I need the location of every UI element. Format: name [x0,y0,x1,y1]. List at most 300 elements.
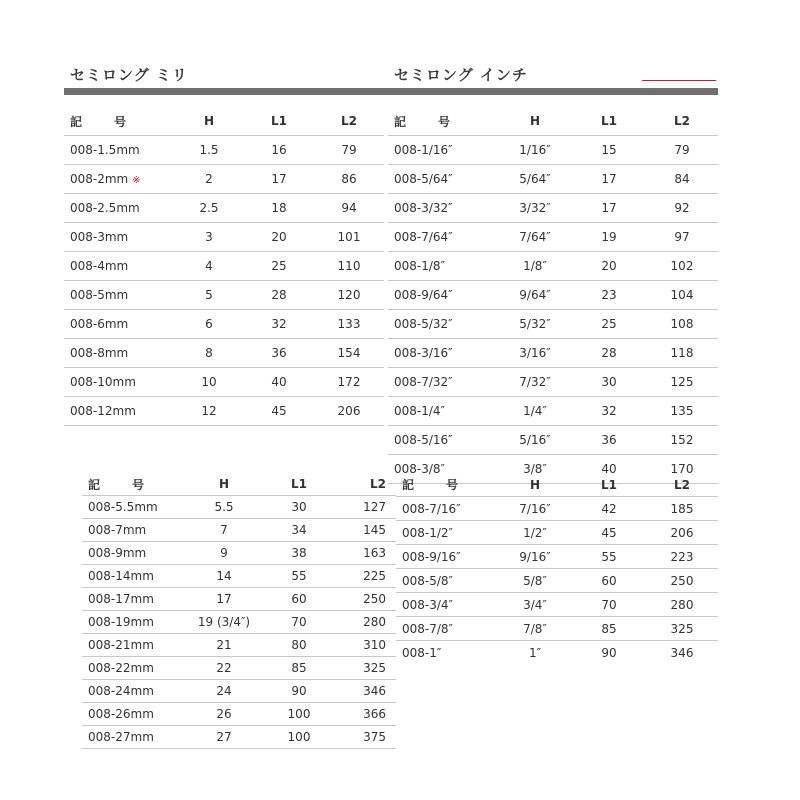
l2-cell [646,545,718,569]
product-code-cell [388,310,498,339]
h-cell [174,165,244,194]
l2-cell [646,368,718,397]
l1-cell [264,634,334,657]
h-cell [498,136,572,165]
l1-cell [572,281,646,310]
l2-cell [314,310,384,339]
table-row [82,680,396,703]
l1-cell-text: 100 [287,730,311,744]
h-cell [498,497,572,521]
h-cell-text: 7/8″ [523,621,547,636]
table-row [388,223,718,252]
h-cell [498,617,572,641]
h-cell-text: 3/8″ [523,462,547,476]
l2-cell-text: 97 [674,230,690,244]
h-cell [498,252,572,281]
l2-cell-text: 84 [674,172,690,186]
table-row [388,397,718,426]
table-row [64,223,384,252]
product-code-cell-text: 008-9/16″ [402,549,461,564]
table-row [82,634,396,657]
product-code-cell-text: 008-7mm [88,523,147,537]
product-code-cell [82,634,184,657]
h-cell-text: 14 [216,569,232,583]
l2-cell [646,310,718,339]
l2-cell [646,223,718,252]
h-cell [174,252,244,281]
product-code-cell-text: 008-1/16″ [394,143,453,157]
l1-cell-text: 28 [601,346,617,360]
table-row [64,339,384,368]
l1-cell [244,136,314,165]
l2-cell-text: 250 [363,592,386,606]
table-row [388,339,718,368]
product-code-cell [64,194,174,223]
l2-cell-text: 185 [670,501,694,516]
l1-cell [264,519,334,542]
l2-cell-text: 325 [363,661,386,675]
l2-cell [646,397,718,426]
h-cell [498,165,572,194]
table-row [64,165,384,194]
l1-cell [264,565,334,588]
l1-cell [572,497,646,521]
l1-cell-text: 25 [601,317,617,331]
l1-cell [264,657,334,680]
l1-cell [572,593,646,617]
l2-cell-text: 101 [337,230,361,244]
l1-cell [572,252,646,281]
h-cell-text: 1/2″ [523,525,547,540]
h-cell [498,310,572,339]
header-l2: L2 [334,473,396,496]
h-cell-text: 1/16″ [519,143,551,157]
l2-cell [334,519,396,542]
inch-table-header [388,107,718,136]
product-code-cell-text: 008-6mm [70,317,129,331]
l2-cell [314,194,384,223]
l1-cell-text: 45 [271,404,287,418]
h-cell [184,680,264,703]
l2-cell-text: 346 [670,645,694,660]
l1-cell-text: 17 [601,201,617,215]
product-code-cell [388,426,498,455]
header-code: 記 号 [82,473,184,496]
table-row [388,426,718,455]
table-row [396,521,718,545]
h-cell-text: 7/64″ [519,230,551,244]
l2-cell-text: 120 [337,288,361,302]
product-code-cell [64,281,174,310]
product-code-cell-text: 008-21mm [88,638,154,652]
header-h: H [498,107,572,136]
product-code-cell-text: 008-1/4″ [394,404,446,418]
h-cell [498,593,572,617]
l2-cell [334,611,396,634]
h-cell-text: 8 [205,346,213,360]
l1-cell-text: 55 [291,569,307,583]
l1-cell [264,611,334,634]
l1-cell-text: 18 [271,201,287,215]
product-code-cell [82,496,184,519]
h-cell-text: 3/32″ [519,201,551,215]
l1-cell [264,726,334,749]
product-code-cell [64,165,174,194]
product-code-cell-text: 008-7/64″ [394,230,453,244]
h-cell [184,519,264,542]
l1-cell [244,339,314,368]
l1-cell-text: 20 [271,230,287,244]
l1-cell-text: 36 [601,433,617,447]
product-code-cell [82,703,184,726]
l2-cell-text: 325 [670,621,694,636]
l1-cell [244,165,314,194]
h-cell-text: 5/16″ [519,433,551,447]
product-code-cell-text: 008-2mm [70,172,129,186]
header-divider-bar [64,88,718,95]
l1-cell [572,617,646,641]
h-cell [174,136,244,165]
h-cell-text: 5.5 [214,500,234,514]
h-cell-text: 3 [205,230,213,244]
product-code-cell [82,657,184,680]
h-cell [184,565,264,588]
l2-cell [646,521,718,545]
table-row [388,368,718,397]
header-h: H [184,473,264,496]
l1-cell [264,496,334,519]
product-code-cell [82,542,184,565]
l2-cell-text: 206 [670,525,694,540]
product-code-cell [396,617,498,641]
h-cell-text: 12 [201,404,217,418]
l1-cell [572,426,646,455]
l1-cell [244,252,314,281]
l2-cell-text: 110 [337,259,361,273]
l2-cell [646,339,718,368]
h-cell [184,634,264,657]
table-row [388,310,718,339]
h-cell [174,310,244,339]
h-cell [184,588,264,611]
l1-cell-text: 32 [601,404,617,418]
l2-cell [646,617,718,641]
l1-cell-text: 55 [601,549,617,564]
l1-cell-text: 30 [601,375,617,389]
title-metric: セミロング ミリ [70,66,188,84]
table-row [82,542,396,565]
product-code-cell-text: 008-22mm [88,661,154,675]
h-cell [498,339,572,368]
h-cell [184,726,264,749]
header-l1: L1 [572,473,646,497]
table-row [64,252,384,281]
l2-cell-text: 79 [341,143,357,157]
l1-cell-text: 90 [291,684,307,698]
l1-cell [264,542,334,565]
product-code-cell [64,252,174,281]
h-cell-text: 5/8″ [523,573,547,588]
l1-cell-text: 17 [271,172,287,186]
l2-cell [314,223,384,252]
l2-cell-text: 346 [363,684,386,698]
l1-cell [244,194,314,223]
l1-cell-text: 90 [601,645,617,660]
header-l1: L1 [244,107,314,136]
l1-cell [244,281,314,310]
l1-cell [572,223,646,252]
product-code-cell-text: 008-3/32″ [394,201,453,215]
product-code-cell-text: 008-7/32″ [394,375,453,389]
product-code-cell-text: 008-9mm [88,546,147,560]
h-cell [498,569,572,593]
product-code-cell-text: 008-26mm [88,707,154,721]
h-cell [174,339,244,368]
l2-cell [646,136,718,165]
product-code-cell-text: 008-12mm [70,404,136,418]
l1-cell [572,521,646,545]
h-cell-text: 7/16″ [519,501,551,516]
l2-cell-text: 250 [670,573,694,588]
l1-cell [572,194,646,223]
h-cell [184,703,264,726]
l2-cell [334,703,396,726]
l1-cell-text: 16 [271,143,287,157]
h-cell-text: 1.5 [199,143,219,157]
h-cell-text: 3/4″ [523,597,547,612]
l1-cell-text: 70 [291,615,307,629]
product-code-cell-text: 008-2.5mm [70,201,140,215]
h-cell [498,521,572,545]
table-row [82,565,396,588]
header-h: H [174,107,244,136]
l2-cell-text: 225 [363,569,386,583]
h-cell [174,194,244,223]
l1-cell-text: 85 [601,621,617,636]
header-l2: L2 [646,107,718,136]
l1-cell-text: 42 [601,501,617,516]
l2-cell-text: 118 [670,346,694,360]
l2-cell [646,569,718,593]
inch-table-2-header [396,473,718,497]
l1-cell-text: 85 [291,661,307,675]
header-code: 記 号 [388,107,498,136]
h-cell [184,496,264,519]
l2-cell [314,397,384,426]
h-cell-text: 5/64″ [519,172,551,186]
table-row [396,617,718,641]
l2-cell [646,426,718,455]
product-code-cell [82,588,184,611]
l2-cell [646,165,718,194]
l1-cell-text: 30 [291,500,307,514]
h-cell [498,426,572,455]
product-code-cell [388,397,498,426]
h-cell-text: 9/64″ [519,288,551,302]
table-row [388,136,718,165]
l2-cell-text: 170 [670,462,694,476]
h-cell [498,545,572,569]
l2-cell [314,252,384,281]
header-l1: L1 [264,473,334,496]
table-row [64,281,384,310]
l2-cell-text: 206 [337,404,361,418]
table-row [64,194,384,223]
product-code-cell [64,136,174,165]
table-row [388,165,718,194]
title-inch: セミロング インチ [394,66,528,84]
h-cell [498,397,572,426]
l1-cell-text: 32 [271,317,287,331]
h-cell-text: 21 [216,638,232,652]
product-code-cell [388,252,498,281]
l1-cell-text: 20 [601,259,617,273]
product-code-cell-text: 008-3mm [70,230,129,244]
l1-cell-text: 36 [271,346,287,360]
product-code-cell-text: 008-5.5mm [88,500,158,514]
l1-cell-text: 40 [601,462,617,476]
l2-cell [646,194,718,223]
table-row [82,588,396,611]
product-code-cell-text: 008-8mm [70,346,129,360]
l2-cell [334,657,396,680]
l1-cell-text: 45 [601,525,617,540]
h-cell-text: 1″ [528,645,542,660]
h-cell-text: 7 [220,523,228,537]
h-cell [184,611,264,634]
header-l2: L2 [646,473,718,497]
inch-table-2 [396,473,718,664]
h-cell [184,542,264,565]
l1-cell [572,641,646,665]
l1-cell-text: 23 [601,288,617,302]
table-row [396,497,718,521]
product-code-cell [388,281,498,310]
l2-cell [334,588,396,611]
l2-cell-text: 125 [670,375,694,389]
l2-cell-text: 223 [670,549,694,564]
product-code-cell-text: 008-1/8″ [394,259,446,273]
product-code-cell-text: 008-1.5mm [70,143,140,157]
h-cell [498,194,572,223]
product-code-cell [396,593,498,617]
l2-cell-text: 135 [670,404,694,418]
l1-cell [244,310,314,339]
l2-cell-text: 310 [363,638,386,652]
l1-cell-text: 60 [291,592,307,606]
header-l1: L1 [572,107,646,136]
l2-cell-text: 375 [363,730,386,744]
l2-cell-text: 163 [363,546,386,560]
product-code-cell [388,339,498,368]
metric-table-2 [82,473,396,749]
product-code-cell [396,569,498,593]
metric-table [64,107,384,426]
header-code: 記 号 [64,107,174,136]
h-cell-text: 6 [205,317,213,331]
product-code-cell-text: 008-5/16″ [394,433,453,447]
l2-cell-text: 102 [670,259,694,273]
product-code-cell [388,194,498,223]
h-cell [498,368,572,397]
l2-cell [314,136,384,165]
product-code-cell-text: 008-19mm [88,615,154,629]
product-code-cell-text: 008-5/8″ [402,573,454,588]
h-cell [498,281,572,310]
accent-red-line [642,80,716,81]
product-code-cell-text: 008-1″ [402,645,442,660]
product-code-cell-text: 008-1/2″ [402,525,454,540]
table-row [64,397,384,426]
h-cell [174,281,244,310]
product-code-cell [64,397,174,426]
l2-cell-text: 152 [670,433,694,447]
l1-cell [244,397,314,426]
product-code-cell [396,545,498,569]
l1-cell [572,165,646,194]
h-cell-text: 19 (3/4″) [197,615,251,629]
product-code-cell [396,521,498,545]
product-code-cell [82,680,184,703]
l1-cell [264,703,334,726]
product-code-cell-text: 008-4mm [70,259,129,273]
l2-cell [334,565,396,588]
l2-cell-text: 94 [341,201,357,215]
l1-cell [572,339,646,368]
product-code-cell [64,223,174,252]
table-row [82,703,396,726]
product-code-cell [64,339,174,368]
l1-cell-text: 80 [291,638,307,652]
h-cell-text: 7/32″ [519,375,551,389]
l1-cell-text: 28 [271,288,287,302]
metric-table-2-header [82,473,396,496]
l2-cell [646,641,718,665]
h-cell-text: 17 [216,592,232,606]
h-cell-text: 2 [205,172,213,186]
table-row [388,281,718,310]
l2-cell-text: 154 [337,346,361,360]
h-cell-text: 2.5 [199,201,219,215]
l2-cell-text: 92 [674,201,690,215]
l1-cell [264,680,334,703]
l2-cell [314,165,384,194]
product-code-cell [388,368,498,397]
h-cell [498,223,572,252]
l2-cell [334,680,396,703]
table-row [396,569,718,593]
header-code: 記 号 [396,473,498,497]
product-code-cell-text: 008-10mm [70,375,136,389]
table-row [388,194,718,223]
table-row [396,593,718,617]
product-code-cell [64,310,174,339]
h-cell [174,368,244,397]
table-row [82,519,396,542]
inch-table [388,107,718,484]
product-code-cell-text: 008-5/32″ [394,317,453,331]
l2-cell-text: 79 [674,143,690,157]
l1-cell-text: 15 [601,143,617,157]
product-code-cell [396,641,498,665]
l1-cell [572,569,646,593]
l1-cell-text: 40 [271,375,287,389]
l2-cell [314,281,384,310]
l2-cell-text: 86 [341,172,357,186]
product-code-cell [82,519,184,542]
table-row [82,726,396,749]
h-cell-text: 1/8″ [523,259,547,273]
